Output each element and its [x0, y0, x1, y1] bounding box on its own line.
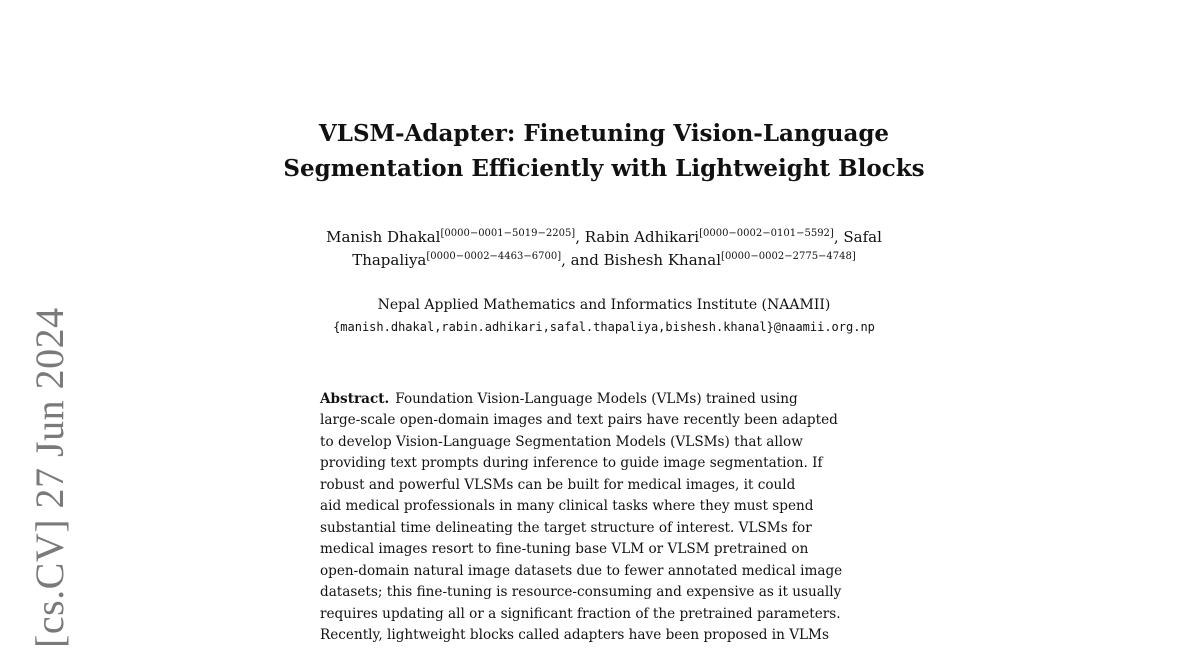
abstract-text: Foundation Vision-Language Models (VLMs) trained using: [395, 391, 798, 407]
abstract-line: aid medical professionals in many clinical tasks where they must spend: [320, 498, 814, 515]
author-emails: {manish.dhakal,rabin.adhikari,safal.thapaliya,bishesh.khanal}@naamii.org.np: [333, 320, 875, 334]
author-line: [240, 249, 968, 272]
abstract-line: large-scale open-domain images and text pairs have recently been adapted: [320, 412, 838, 429]
arxiv-stamp-text: [cs.CV] 27 Jun 2024: [27, 307, 72, 648]
author-orcid: [0000−0002−2775−4748]: [721, 251, 856, 262]
author-name: Manish Dhakal: [326, 228, 441, 246]
author-name: Bishesh Khanal: [603, 251, 722, 269]
title-line: VLSM-Adapter: Finetuning Vision-Language: [318, 120, 890, 147]
abstract-line: requires updating all or a significant fraction of the pretrained parameters.: [320, 605, 841, 622]
author-name: Safal: [843, 228, 882, 246]
abstract-line: Recently, lightweight blocks called adapters have been proposed in VLMs: [320, 626, 829, 643]
author-separator: ,: [575, 228, 585, 246]
abstract-label: Abstract.: [320, 391, 390, 407]
abstract-line: providing text prompts during inference to guide image segmentation. If: [320, 455, 823, 472]
author-line: [240, 226, 968, 249]
abstract-line: substantial time delineating the target structure of interest. VLSMs for: [320, 519, 812, 536]
abstract-line: medical images resort to fine-tuning base VLM or VLSM pretrained on: [320, 541, 809, 558]
abstract-line: datasets; this fine-tuning is resource-consuming and expensive as it usually: [320, 584, 842, 601]
abstract-line: to develop Vision-Language Segmentation Models (VLSMs) that allow: [320, 433, 803, 450]
abstract-line: [320, 389, 892, 410]
affiliation: Nepal Applied Mathematics and Informatics Institute (NAAMII): [377, 297, 831, 313]
author-name: Thapaliya: [352, 251, 427, 269]
abstract-line: robust and powerful VLSMs can be built for medical images, it could: [320, 476, 796, 493]
abstract-line: open-domain natural image datasets due to fewer annotated medical image: [320, 562, 843, 579]
author-separator: , and: [561, 251, 604, 269]
author-separator: ,: [833, 228, 844, 246]
author-name: Rabin Adhikari: [584, 228, 700, 246]
author-orcid: [0000−0001−5019−2205]: [440, 228, 576, 239]
author-orcid: [0000−0002−0101−5592]: [699, 228, 834, 239]
abstract: [320, 389, 892, 646]
title-line: Segmentation Efficiently with Lightweight Blocks: [283, 155, 925, 182]
author-orcid: [0000−0002−4463−6700]: [426, 251, 562, 262]
paper-title: [200, 116, 1008, 186]
arxiv-side-stamp: [27, 307, 72, 648]
author-list: [240, 226, 968, 272]
